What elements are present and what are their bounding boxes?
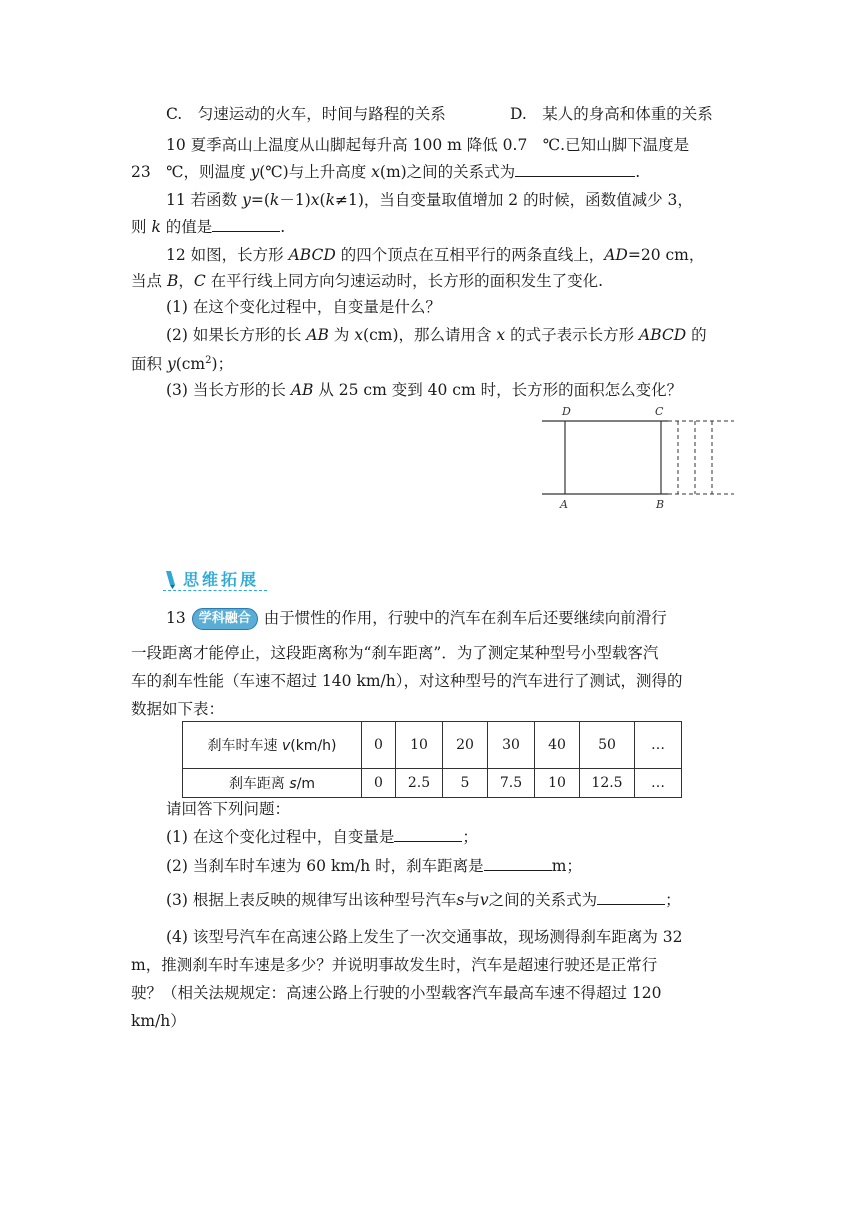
q9-option-d-text: D. 某人的身高和体重的关系 (510, 105, 713, 123)
table-cell: 0 (362, 769, 396, 798)
rectangle-figure (538, 402, 738, 514)
q11-period: . (280, 218, 286, 236)
subject-integration-badge: 学科融合 (192, 608, 258, 630)
q11-line1 (166, 189, 693, 211)
q13-prompt (166, 798, 290, 820)
table-cell: 20 (443, 722, 488, 769)
header-unit: (km/h) (290, 738, 337, 754)
q13-sub2-text: (2) 当刹车时车速为 60 km/h 时，刹车距离是 (166, 857, 484, 875)
q13-line4 (131, 698, 224, 720)
q11-var-x: x (310, 191, 320, 209)
q12-sub1 (166, 296, 441, 318)
q11-text: －1) (279, 191, 311, 209)
q13-sub2-end: m； (551, 857, 582, 875)
q12-number: 12 (166, 246, 186, 264)
q13-sub1-answer-blank[interactable] (394, 826, 462, 842)
q13-text: 由于惯性的作用，行驶中的汽车在刹车后还要继续向前滑行 (263, 609, 667, 627)
header-var-v: v (281, 738, 291, 754)
header-text: 刹车时车速 (207, 738, 282, 754)
table-cell: 12.5 (580, 769, 635, 798)
q11-var-k: k (151, 218, 161, 236)
label-b: B (656, 498, 665, 511)
table-cell: 5 (443, 769, 488, 798)
q11-text: ( (319, 191, 326, 209)
q10-text-2c: (m)之间的关系式为 (379, 163, 516, 181)
header-text: 刹车距离 (228, 776, 290, 792)
q13-sub3 (166, 889, 681, 911)
q9-option-c (166, 103, 446, 125)
q12-text: )； (211, 355, 234, 374)
q12-sub2-line2 (131, 350, 233, 375)
q12-text: 如图，长方形 (190, 246, 289, 264)
q12-sub2-line1 (166, 324, 707, 346)
q11-text: ≠1)，当自变量取值增加 2 的时候，函数值减少 3， (334, 191, 693, 209)
q13-prompt-text: 请回答下列问题： (166, 800, 291, 818)
q13-sub4-line4 (131, 1010, 186, 1032)
header-unit: /m (296, 776, 316, 792)
table-cell: 10 (396, 722, 443, 769)
q13-sub4-text: m，推测刹车时车速是多少？并说明事故发生时，汽车是超速行驶还是正常行 (131, 956, 658, 974)
q11-var-y: y (242, 191, 251, 209)
braking-data-table (182, 721, 682, 798)
q11-number: 11 (166, 191, 186, 209)
q12-text: 从 25 cm 变到 40 cm 时，长方形的面积怎么变化？ (313, 381, 683, 399)
q12-sub3 (166, 379, 682, 401)
q12-line2 (131, 270, 603, 292)
q11-line2 (131, 216, 285, 238)
table-cell: … (635, 722, 682, 769)
table-cell: 40 (535, 722, 580, 769)
q11-text: =( (250, 191, 270, 209)
q10-line2 (131, 161, 640, 183)
table-row-distance (183, 769, 682, 798)
table-cell: 50 (580, 722, 635, 769)
q13-sub1-end: ； (462, 828, 478, 846)
q10-number: 10 (166, 136, 186, 154)
q12-text: 的 (686, 326, 707, 344)
q13-sub3-text: (3) 根据上表反映的规律写出该种型号汽车 (166, 891, 457, 909)
section-title: 思维拓展 (183, 570, 260, 589)
q13-sub4-text: (4) 该型号汽车在高速公路上发生了一次交通事故，现场测得刹车距离为 32 (166, 928, 683, 946)
q11-answer-blank[interactable] (212, 216, 280, 232)
q13-sub3-answer-blank[interactable] (597, 889, 665, 905)
q12-text: (3) 当长方形的长 (166, 381, 291, 399)
q13-var-v: v (479, 891, 489, 909)
q13-sub2 (166, 855, 582, 877)
q13-sub1 (166, 826, 478, 848)
q12-text: 当点 (131, 272, 167, 290)
section-underline (163, 590, 267, 591)
q13-sub4-text: km/h） (131, 1012, 186, 1030)
q11-var-k: k (269, 191, 280, 209)
table-header-speed (183, 722, 362, 769)
q13-sub1-text: (1) 在这个变化过程中，自变量是 (166, 828, 395, 846)
q12-var: C (193, 272, 206, 290)
table-cell: 7.5 (488, 769, 535, 798)
table-cell: 30 (488, 722, 535, 769)
table-cell: … (635, 769, 682, 798)
q12-var: ABCD (288, 246, 336, 264)
q10-text-2a: 23 ℃，则温度 (131, 163, 251, 181)
q13-sub4-line3 (131, 982, 662, 1004)
table-cell: 2.5 (396, 769, 443, 798)
header-var-s: s (289, 776, 297, 792)
q12-text: 的四个顶点在互相平行的两条直线上， (335, 246, 605, 264)
q13-sub4-text: 驶？（相关法规规定：高速公路上行驶的小型载客汽车最高车速不得超过 120 (131, 984, 662, 1002)
q11-text: 的值是 (160, 218, 213, 236)
q13-sub2-answer-blank[interactable] (484, 855, 552, 871)
table-header-distance (183, 769, 362, 798)
q12-text: 在平行线上同方向匀速运动时，长方形的面积发生了变化. (205, 272, 604, 290)
label-c: C (655, 405, 664, 418)
q13-sub4-line1 (166, 926, 683, 948)
q13-text: 数据如下表： (131, 700, 225, 718)
q12-var: x (354, 326, 364, 344)
q12-text: 的式子表示长方形 (505, 326, 640, 344)
q12-superscript: 2 (205, 355, 212, 366)
pencil-icon (163, 569, 179, 589)
q13-sub3-text: 之间的关系式为 (488, 891, 598, 909)
table-row-speed (183, 722, 682, 769)
q10-var-y: y (250, 163, 260, 181)
q11-text: 则 (131, 218, 152, 236)
q13-sub4-line2 (131, 954, 657, 976)
q12-var: y (166, 355, 176, 374)
label-d: D (562, 405, 571, 418)
q13-line1 (166, 607, 667, 630)
q12-text: ， (178, 272, 194, 290)
q11-var-k: k (325, 191, 335, 209)
q10-answer-blank[interactable] (515, 161, 635, 177)
q13-number: 13 (166, 609, 186, 627)
q13-line2 (131, 642, 658, 664)
table-cell: 10 (535, 769, 580, 798)
q12-var: AD (604, 246, 628, 264)
q13-text: 一段距离才能停止，这段距离称为“刹车距离”．为了测定某种型号小型载客汽 (131, 644, 659, 662)
q13-line3 (131, 670, 683, 692)
q10-period: . (635, 163, 641, 181)
q9-option-c-text: C. 匀速运动的火车，时间与路程的关系 (166, 105, 446, 123)
q12-text: (cm (175, 355, 206, 374)
label-a: A (560, 498, 568, 511)
q13-sub3-text: 与 (464, 891, 480, 909)
q12-var: ABCD (639, 326, 687, 344)
q12-text: 面积 (131, 355, 167, 374)
q13-text: 车的刹车性能（车速不超过 140 km/h），对这种型号的汽车进行了测试，测得的 (131, 672, 683, 690)
q12-var: B (166, 272, 179, 290)
q9-option-d (510, 103, 713, 125)
q10-text-1: 夏季高山上温度从山脚起每升高 100 m 降低 0.7 ℃.已知山脚下温度是 (190, 136, 690, 154)
q12-sub1-text: (1) 在这个变化过程中，自变量是什么？ (166, 298, 441, 316)
q12-text: (cm)，那么请用含 (363, 326, 497, 344)
q10-text-2b: (℃)与上升高度 (259, 163, 372, 181)
q11-text: 若函数 (190, 191, 243, 209)
q12-line1 (166, 244, 704, 266)
q13-sub3-end: ； (665, 891, 681, 909)
q12-text: (2) 如果长方形的长 (166, 326, 307, 344)
q12-var: AB (306, 326, 329, 344)
table-cell: 0 (362, 722, 396, 769)
q12-text: 为 (328, 326, 355, 344)
section-header (163, 567, 273, 595)
q10-line1 (166, 134, 689, 156)
q12-var: x (496, 326, 506, 344)
q10-var-x: x (371, 163, 380, 181)
q12-text: =20 cm， (627, 246, 705, 264)
q13-var-s: s (456, 891, 465, 909)
q12-var: AB (290, 381, 314, 399)
